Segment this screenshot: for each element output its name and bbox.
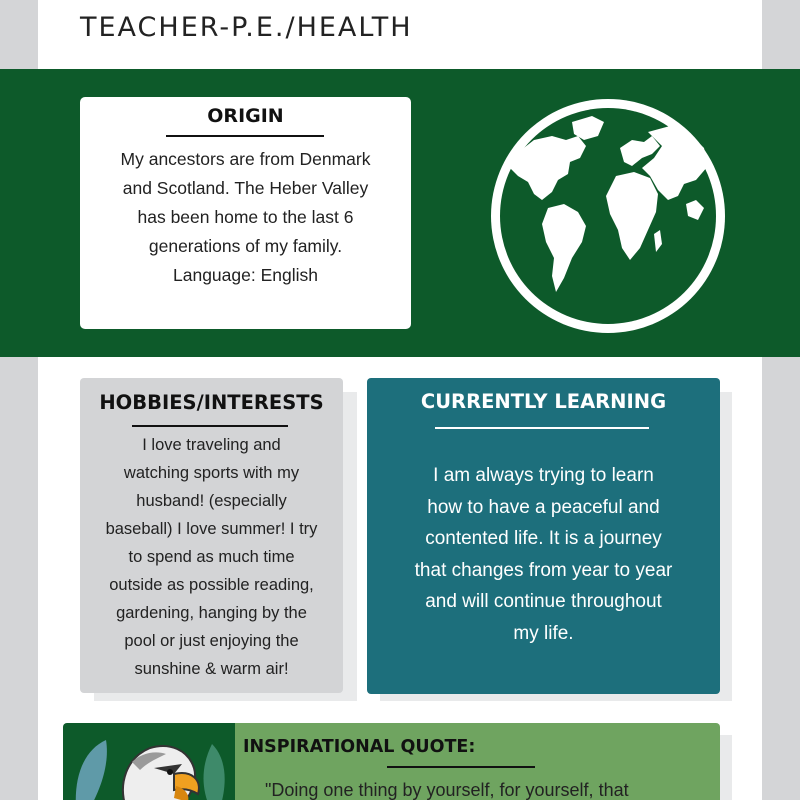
hobbies-line: to spend as much time [128,548,295,566]
hobbies-card [80,378,343,693]
hobbies-line: watching sports with my [123,464,300,482]
origin-line: Language: English [173,265,318,285]
quote-heading-underline [387,766,535,768]
learning-heading: CURRENTLY LEARNING [420,390,667,413]
learning-line: that changes from year to year [414,559,673,581]
globe-icon [482,96,734,336]
learning-line: I am always trying to learn [433,465,654,486]
quote-heading: INSPIRATIONAL QUOTE: [243,737,476,757]
origin-line: generations of my family. [148,236,343,256]
learning-line: and will continue throughout [425,591,662,612]
learning-line: contented life. It is a journey [425,528,662,549]
learning-heading-underline [435,427,649,429]
hobbies-line: gardening, hanging by the [116,604,307,622]
eagle-mascot-icon [70,728,240,800]
hobbies-line: husband! (especially [136,492,287,510]
hobbies-line: I love traveling and [142,436,281,454]
learning-card [367,378,720,694]
origin-body [90,145,401,290]
quote-panel [235,723,720,800]
learning-line: my life. [513,622,574,644]
origin-line: My ancestors are from Denmark [120,149,371,169]
origin-line: has been home to the last 6 [137,207,354,227]
hobbies-line: sunshine & warm air! [134,660,289,678]
hobbies-line: baseball) I love summer! I try [105,520,318,538]
learning-body [381,460,706,649]
origin-line: and Scotland. The Heber Valley [122,178,369,198]
hobbies-line: outside as possible reading, [109,576,314,594]
hobbies-heading: HOBBIES/INTERESTS [99,391,324,414]
origin-heading-underline [166,135,324,137]
hobbies-heading-underline [132,425,288,427]
hobbies-line: pool or just enjoying the [124,632,299,650]
origin-card [80,97,411,329]
quote-text: "Doing one thing by yourself, for yourself, that [265,780,629,800]
origin-heading: ORIGIN [207,105,284,127]
hobbies-body [88,431,335,683]
learning-line: how to have a peaceful and [427,496,660,518]
page-title: TEACHER-P.E./HEALTH [80,12,413,43]
